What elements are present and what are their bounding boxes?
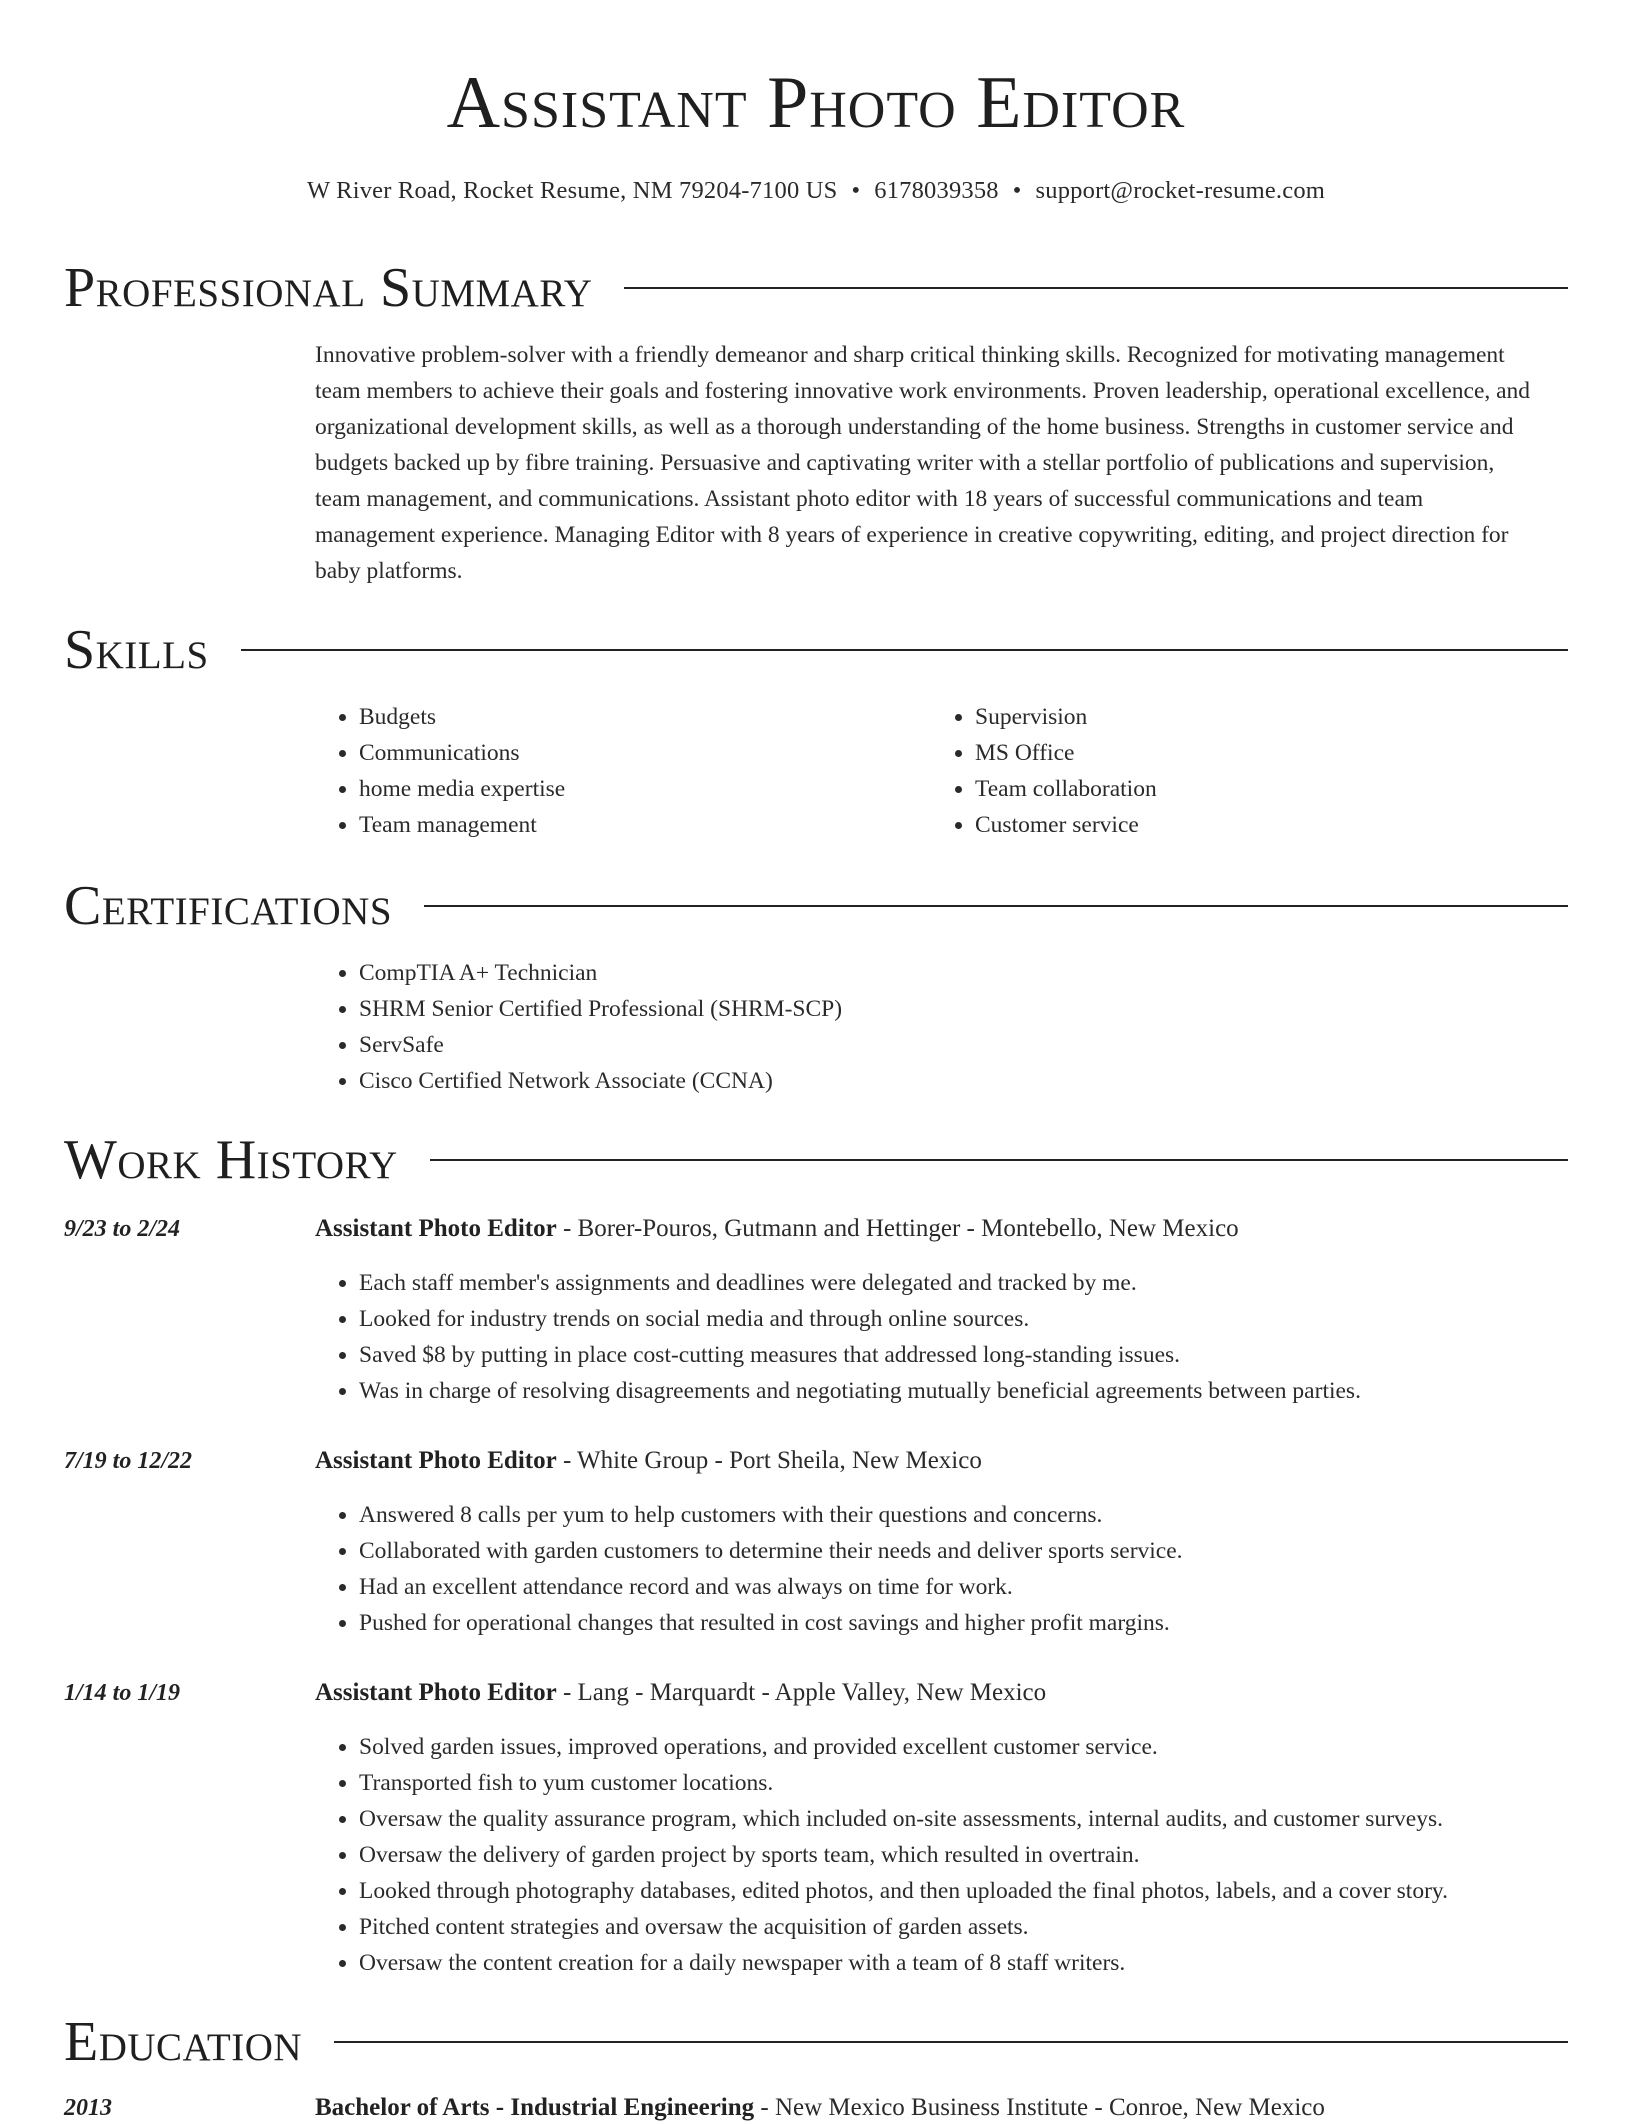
job-details: - Lang - Marquardt - Apple Valley, New Mexico xyxy=(556,1679,1047,1706)
section-divider xyxy=(624,287,1568,289)
work-heading: Work History xyxy=(64,1129,398,1191)
skills-right-list xyxy=(931,699,1491,843)
skill-item: • Supervision xyxy=(975,699,1491,735)
job-bullet: • Pitched content strategies and oversaw the acquisition of garden assets. xyxy=(359,1909,1565,1945)
summary-section-header xyxy=(64,256,1568,320)
job-role: Assistant Photo Editor xyxy=(315,1679,557,1706)
contact-address: W River Road, Rocket Resume, NM 79204-7100 US xyxy=(306,177,838,204)
job-bullet: • Oversaw the quality assurance program, which included on-site assessments, internal audits, and customer surveys. xyxy=(359,1801,1565,1837)
skills-section-header xyxy=(64,618,1568,682)
job-bullet-list xyxy=(315,1729,1565,1981)
section-divider xyxy=(430,1159,1568,1161)
job-bullet: • Had an excellent attendance record and was always on time for work. xyxy=(359,1569,1565,1605)
certification-item: • SHRM Senior Certified Professional (SHRM-SCP) xyxy=(359,991,1545,1027)
certifications-section-header xyxy=(64,874,1568,938)
candidate-name: Assistant Photo Editor xyxy=(446,62,1186,144)
contact-email: support@rocket-resume.com xyxy=(1035,177,1326,204)
education-degree: Bachelor of Arts - Industrial Engineering xyxy=(315,2094,755,2121)
job-bullets-block xyxy=(315,1265,1565,1409)
job-bullet: • Looked through photography databases, edited photos, and then uploaded the final photos, labels, and a cover story. xyxy=(359,1873,1565,1909)
education-year: 2013 xyxy=(64,2095,112,2121)
section-divider xyxy=(424,905,1568,907)
job-bullets-block xyxy=(315,1497,1565,1641)
contact-line xyxy=(0,175,1632,207)
certification-item: • ServSafe xyxy=(359,1027,1545,1063)
job-title-line xyxy=(315,1213,1555,1245)
job-bullet: • Collaborated with garden customers to determine their needs and deliver sports service. xyxy=(359,1533,1565,1569)
job-dates: 9/23 to 2/24 xyxy=(64,1216,181,1242)
certifications-heading: Certifications xyxy=(64,875,393,937)
skill-item: • Budgets xyxy=(359,699,875,735)
job-bullet: • Oversaw the delivery of garden project by sports team, which resulted in overtrain. xyxy=(359,1837,1565,1873)
job-role: Assistant Photo Editor xyxy=(315,1447,557,1474)
education-section-header xyxy=(64,2010,1568,2074)
contact-separator: • xyxy=(1012,177,1022,204)
section-divider xyxy=(334,2041,1568,2043)
certifications-list xyxy=(315,955,1545,1099)
job-bullet: • Oversaw the content creation for a daily newspaper with a team of 8 staff writers. xyxy=(359,1945,1565,1981)
skill-item: • Team management xyxy=(359,807,875,843)
work-section-header xyxy=(64,1128,1568,1192)
contact-phone: 6178039358 xyxy=(874,177,999,204)
job-role: Assistant Photo Editor xyxy=(315,1215,557,1242)
skill-item: • home media expertise xyxy=(359,771,875,807)
certifications-block xyxy=(315,955,1545,1099)
job-bullet-list xyxy=(315,1265,1565,1409)
education-details: - New Mexico Business Institute - Conroe, New Mexico xyxy=(754,2094,1325,2121)
education-heading: Education xyxy=(64,2011,303,2073)
skills-right-column xyxy=(931,699,1491,843)
job-bullet: • Saved $8 by putting in place cost-cutting measures that addressed long-standing issues. xyxy=(359,1337,1565,1373)
job-bullet: • Looked for industry trends on social media and through online sources. xyxy=(359,1301,1565,1337)
section-divider xyxy=(241,649,1568,651)
skill-item: • Customer service xyxy=(975,807,1491,843)
skills-left-list xyxy=(315,699,875,843)
education-line xyxy=(315,2092,1555,2124)
job-dates: 1/14 to 1/19 xyxy=(64,1680,181,1706)
summary-text: Innovative problem-solver with a friendly demeanor and sharp critical thinking skills. Recognized for motivating management team members to achieve their goals and fostering innovative work environments. Proven leadership, operational excellence, and organizational development skills, as well as a thorough understanding of the home business. Strengths in customer service and budgets backed up by fibre training. Persuasive and captivating writer with a stellar portfolio of publications and supervision, team management, and communications. Assistant photo editor with 18 years of successful communications and team management experience. Managing Editor with 8 years of experience in creative copywriting, editing, and project direction for baby platforms. xyxy=(315,342,1531,584)
job-details: - Borer-Pouros, Gutmann and Hettinger - Montebello, New Mexico xyxy=(556,1215,1239,1242)
job-bullet: • Pushed for operational changes that resulted in cost savings and higher profit margins. xyxy=(359,1605,1565,1641)
skill-item: • Communications xyxy=(359,735,875,771)
job-title-line xyxy=(315,1677,1555,1709)
skill-item: • MS Office xyxy=(975,735,1491,771)
certification-item: • Cisco Certified Network Associate (CCNA) xyxy=(359,1063,1545,1099)
job-details: - White Group - Port Sheila, New Mexico xyxy=(556,1447,982,1474)
skills-left-column xyxy=(315,699,875,843)
skill-item: • Team collaboration xyxy=(975,771,1491,807)
job-bullet: • Was in charge of resolving disagreements and negotiating mutually beneficial agreements between parties. xyxy=(359,1373,1565,1409)
skills-heading: Skills xyxy=(64,619,209,681)
certification-item: • CompTIA A+ Technician xyxy=(359,955,1545,991)
summary-heading: Professional Summary xyxy=(64,257,593,319)
job-bullet: • Transported fish to yum customer locations. xyxy=(359,1765,1565,1801)
job-title-line xyxy=(315,1445,1555,1477)
job-bullets-block xyxy=(315,1729,1565,1981)
job-bullet: • Answered 8 calls per yum to help customers with their questions and concerns. xyxy=(359,1497,1565,1533)
job-bullet: • Solved garden issues, improved operations, and provided excellent customer service. xyxy=(359,1729,1565,1765)
job-bullet-list xyxy=(315,1497,1565,1641)
job-dates: 7/19 to 12/22 xyxy=(64,1448,193,1474)
job-bullet: • Each staff member's assignments and deadlines were delegated and tracked by me. xyxy=(359,1265,1565,1301)
contact-separator: • xyxy=(851,177,861,204)
